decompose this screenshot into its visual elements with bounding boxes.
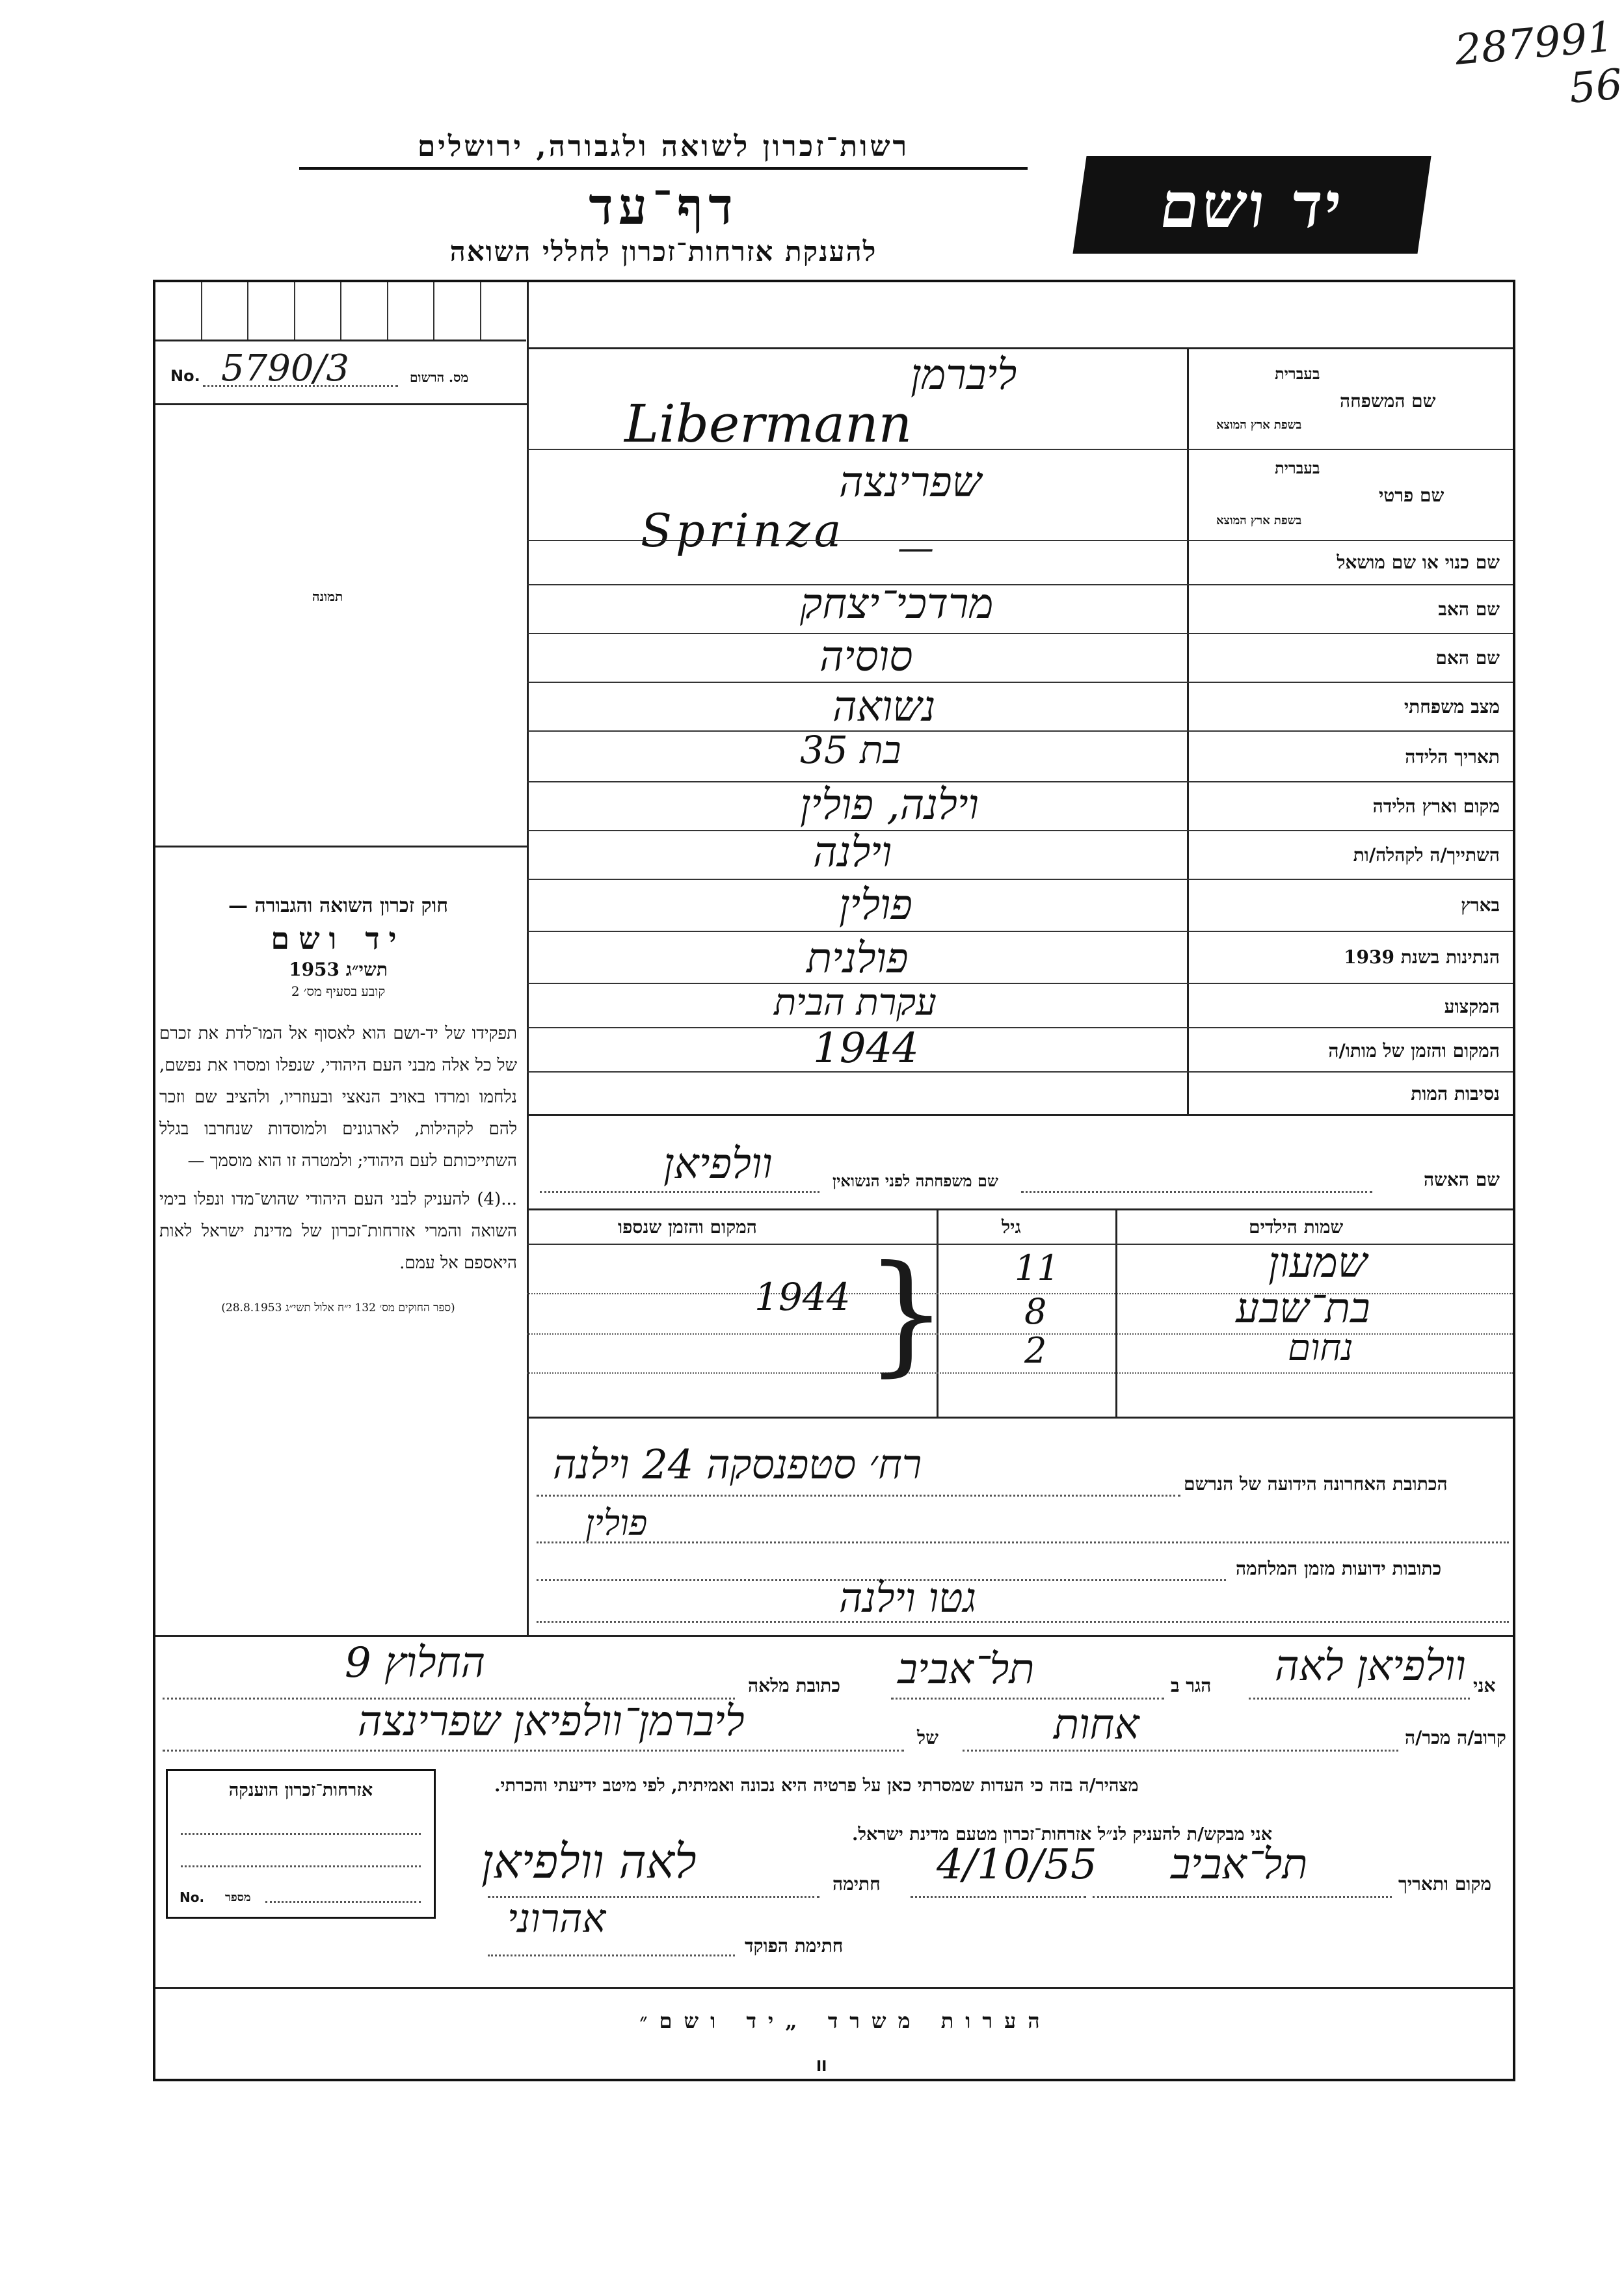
place-value: תל־אביב	[1171, 1841, 1308, 1889]
country-label: בארץ	[1461, 894, 1500, 916]
signature-label: חתימה	[832, 1873, 881, 1895]
surname-hebrew-label: בעברית	[1275, 364, 1320, 383]
registration-number: 5790/3	[221, 347, 350, 390]
mother-label: שם האם	[1435, 647, 1500, 669]
law-text-1: תפקידו של יד-ושם הוא לאסוף אל המו־לדת את זכרם של כל אלה מבני העם היהודי, שנפלו ומסרו את נפשם, נלחמו ומרדו באויב הנאצי ובעוזריו, ולהציב שם וזכר להם לקהילות, לארגונים ולמוסדות שנחרבו בגלל השתייכותם לעם היהודי; ולמטרה זו הוא מוסמך —	[159, 1024, 517, 1171]
photo-underline	[155, 846, 527, 847]
children-place-header: המקום והזמן שנספו	[618, 1216, 757, 1238]
citizenship-granted-box	[166, 1769, 436, 1919]
surname-hebrew: ליברמן	[911, 351, 1017, 399]
child-2-name: בת־שבע	[1236, 1285, 1370, 1333]
children-age-header: גיל	[1002, 1216, 1021, 1238]
reg-underline	[155, 403, 527, 405]
law-footnote: (ספר החוקים מס׳ 132 י״ח אלול תשי״ג 28.8.1953)	[221, 1301, 455, 1314]
child-1-name: שמעון	[1268, 1239, 1368, 1287]
last-address-value-2: פולין	[585, 1502, 648, 1543]
first-name-origin: Sprinza	[641, 504, 845, 557]
law-name: יד ושם	[271, 921, 406, 956]
citizenship-box-number-label: מספר	[225, 1891, 251, 1904]
birth-place-row	[527, 781, 1513, 830]
law-text-2: ...(4) להעניק לבני העם היהודי שהוש־מדו ונפלו בימי השואה והמרי אזרחות־זכרון של מדינת ישראל לאות היאספם אל עמם.	[159, 1190, 517, 1273]
death-place-time-value: 1944	[813, 1024, 919, 1073]
request-text: אני מבקש/ת להעניק לנ״ל אזרחות־זכרון מטעם מדינת ישראל.	[852, 1824, 1273, 1845]
officer-label: חתימת הפוקד	[745, 1935, 844, 1956]
relation-label: קרוב/ה מכר/ה	[1405, 1727, 1506, 1748]
father-label: שם האב	[1438, 598, 1500, 620]
page-mark: II	[816, 2059, 827, 2075]
occupation-row	[527, 983, 1513, 1027]
place-date-label: מקום ותאריך	[1398, 1873, 1492, 1895]
resides-value: תל־אביב	[898, 1646, 1035, 1694]
registration-no-label: No.	[170, 367, 200, 385]
citizenship-box-no: No.	[180, 1889, 205, 1905]
community-label: השתייך/ה לקהלה/ות	[1353, 844, 1500, 866]
relation-value: אחות	[1054, 1701, 1139, 1749]
occupation-label: המקצוע	[1444, 996, 1500, 1017]
surname-origin-label: בשפת ארץ המוצא	[1216, 418, 1302, 432]
declarant-name: וולפיאן לאה	[1275, 1642, 1466, 1690]
birth-place-label: מקום וארץ הלידה	[1372, 795, 1500, 817]
marital-value: נשואה	[832, 683, 936, 731]
code-boxes	[155, 282, 526, 341]
first-name-hebrew: שפרינצה	[839, 459, 981, 507]
date-value: 4/10/55	[937, 1841, 1097, 1889]
header-authority: רשות־זכרון לשואה ולגבורה, ירושלים	[299, 130, 1028, 170]
birth-date-row	[527, 730, 1513, 781]
last-address-label: הכתובת האחרונה הידועה של הנרשם	[1184, 1473, 1448, 1495]
death-place-time-label: המקום והזמן של מותו/ה	[1328, 1040, 1500, 1061]
yad-vashem-logo	[1072, 156, 1431, 254]
wife-maiden-value: וולפיאן	[663, 1140, 773, 1188]
photo-label: תמונה	[312, 589, 343, 604]
death-circumstances-row	[527, 1071, 1513, 1114]
first-name-hebrew-label: בעברית	[1275, 459, 1320, 477]
declaration-separator	[155, 1635, 1513, 1637]
surname-origin: Libermann	[624, 394, 912, 454]
citizenship-value: פולנית	[806, 935, 909, 983]
birth-date-value: בת 35	[800, 728, 901, 772]
relation-of-label: של	[917, 1727, 938, 1748]
page-title: דף־עד	[589, 177, 738, 236]
corner-note-line1: 287991	[1453, 12, 1616, 75]
registration-label: מס. הרשום	[410, 369, 469, 385]
first-name-label: שם פרטי	[1379, 485, 1444, 506]
marital-row	[527, 682, 1513, 730]
first-name-origin-label: בשפת ארץ המוצא	[1216, 514, 1302, 527]
birth-place-value: וילנה, פולין	[800, 781, 979, 829]
logo-text: יד ושם	[1155, 168, 1349, 242]
marital-label: מצב משפחתי	[1404, 696, 1500, 717]
children-names-header: שמות הילדים	[1249, 1216, 1344, 1238]
father-value: מרדכי־יצחק	[800, 580, 994, 628]
full-address-label: כתובת מלאה	[748, 1675, 841, 1696]
child-3-name: נחום	[1288, 1327, 1353, 1369]
war-address-label: כתובות ידועות מזמן המלחמה	[1236, 1558, 1442, 1579]
signature-value: לאה וולפיאן	[481, 1834, 697, 1889]
community-row	[527, 830, 1513, 879]
citizenship-box-title: אזרחות־זכרון הוענקה	[228, 1780, 373, 1800]
child-2-age: 8	[1024, 1291, 1047, 1332]
nickname-label: שם כנוי או שם מושאל	[1337, 552, 1500, 573]
citizenship-label: הנתינות בשנת 1939	[1344, 946, 1500, 968]
child-1-age: 11	[1015, 1247, 1059, 1288]
registration-row	[163, 347, 524, 390]
corner-note-line2: 56	[1567, 60, 1624, 113]
declaration-text: מצהיר/ה בזה כי העדות שמסרתי כאן על פרטיה היא נכונה ואמיתית, לפי מיטב ידיעתי והכרתי.	[494, 1776, 1139, 1796]
community-value: וילנה	[813, 829, 892, 877]
law-block	[159, 894, 517, 1314]
death-row	[527, 1024, 1513, 1073]
wife-maiden-label: שם משפחתה לפני הנשואין	[832, 1171, 998, 1190]
wife-label: שם האשה	[1423, 1169, 1500, 1190]
country-row	[527, 879, 1513, 931]
children-place-brace: }	[865, 1238, 948, 1389]
occupation-value: עקרת הבית	[774, 981, 937, 1024]
nickname-value: —	[898, 527, 934, 569]
death-circumstances-label: נסיבות המות	[1411, 1083, 1500, 1104]
relation-of-value: ליברמן־וולפיאן שפרינצה	[358, 1698, 745, 1746]
declarant-ani: אני	[1473, 1675, 1496, 1696]
notes-separator	[155, 1987, 1513, 1989]
officer-signature: אהרוני	[507, 1896, 606, 1941]
office-notes-label: הערות משרד „יד ושם״	[639, 2008, 1052, 2033]
war-address-value: גטו וילנה	[839, 1574, 977, 1621]
father-row	[527, 580, 1513, 633]
mother-value: סוסיה	[819, 633, 913, 681]
corner-note	[1453, 12, 1624, 122]
child-3-age: 2	[1024, 1330, 1047, 1371]
country-value: פולין	[839, 881, 912, 929]
law-year: תשי״ג 1953	[289, 959, 388, 980]
mother-row	[527, 633, 1513, 682]
birth-date-label: תאריך הלידה	[1405, 746, 1500, 767]
surname-label: שם המשפחה	[1340, 390, 1436, 412]
wife-row	[527, 1114, 1513, 1199]
full-address-value: החלוץ 9	[345, 1639, 486, 1687]
resides-label: הגר ב	[1171, 1675, 1212, 1696]
last-address-value: רח׳ סטפנסקה 24 וילנה	[553, 1441, 922, 1488]
page-subtitle: להענקת אזרחות־זכרון לחללי השואה	[449, 235, 877, 267]
law-heading: חוק זכרון השואה והגבורה —	[228, 894, 448, 917]
children-place-value: 1944	[754, 1275, 851, 1319]
citizenship-row	[527, 931, 1513, 983]
law-section: קובע בסעיף מס׳ 2	[291, 983, 386, 999]
